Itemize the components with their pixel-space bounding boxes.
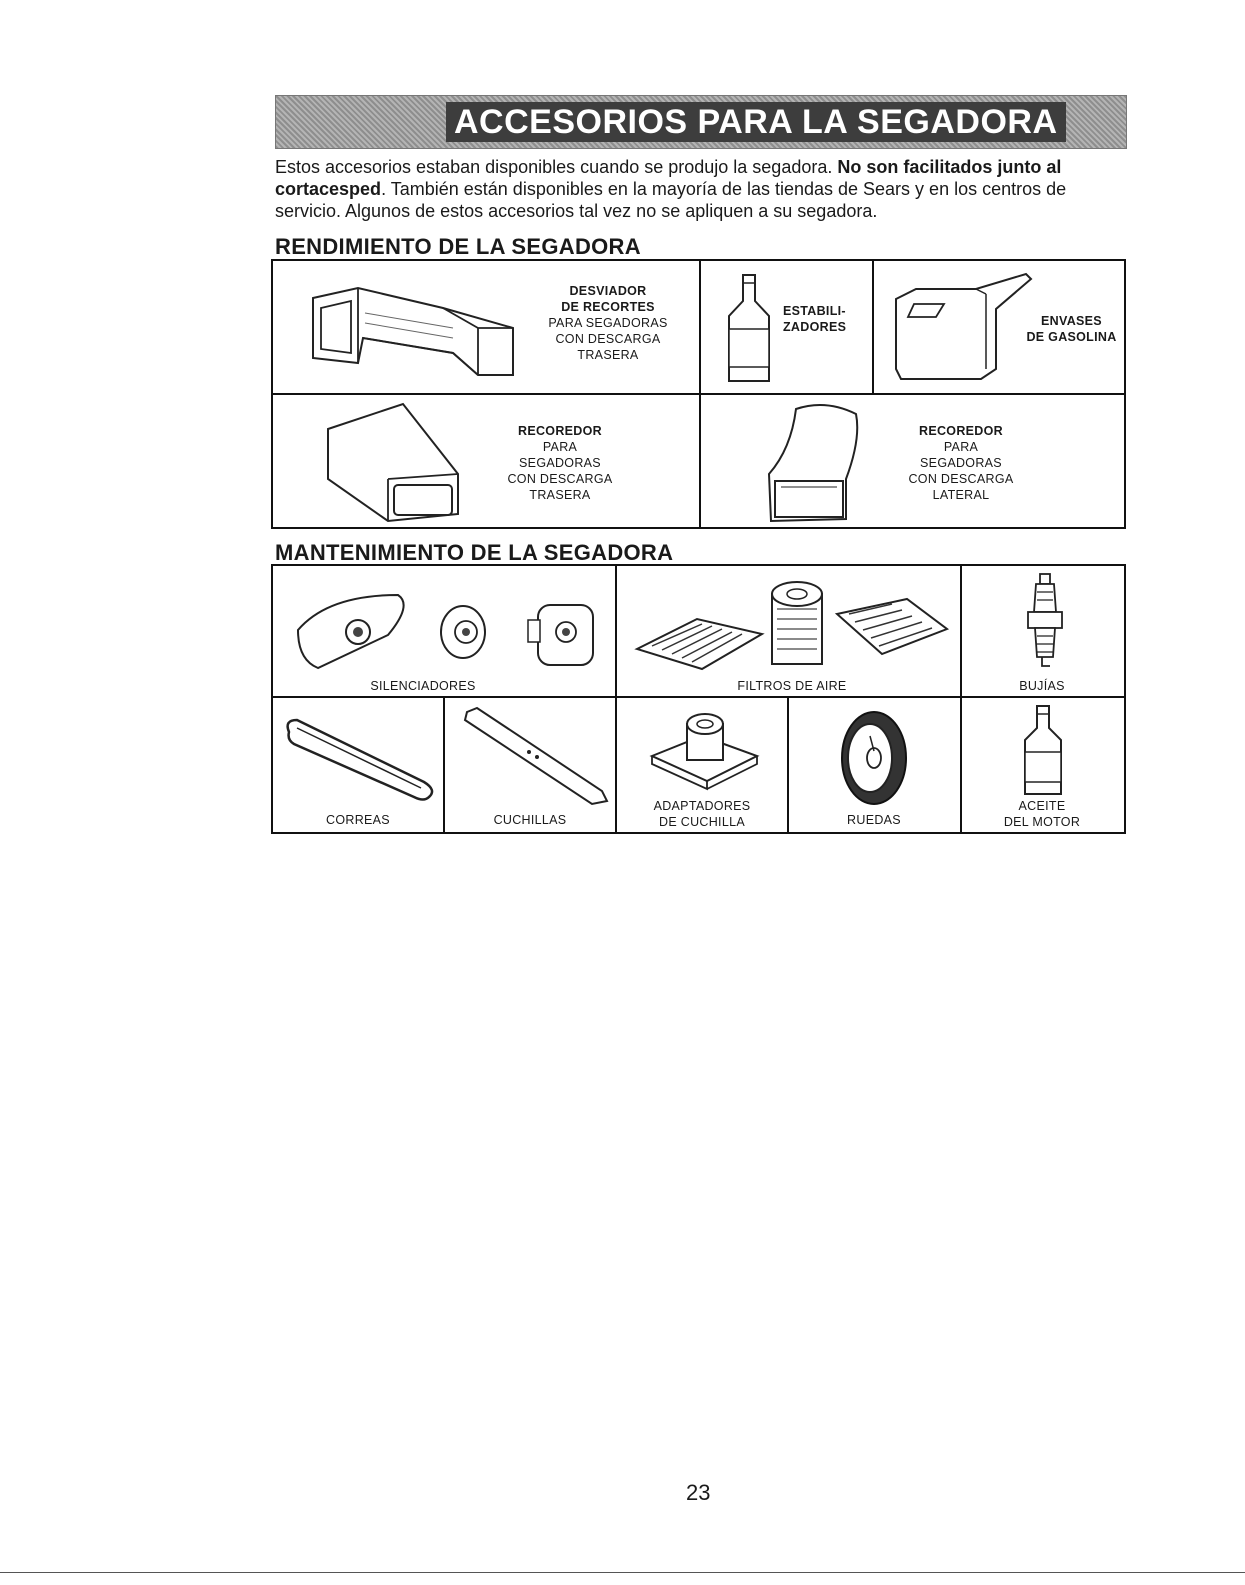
label-recoredor-trasera: RECOREDOR PARA SEGADORAS CON DESCARGA TRASERA	[507, 424, 613, 502]
cell-silenciadores	[273, 566, 617, 698]
section-title-rendimiento: RENDIMIENTO DE LA SEGADORA	[275, 234, 641, 259]
cell-recoredor-trasera	[273, 395, 701, 527]
intro-text-1: Estos accesorios estaban disponibles cuando se produjo la segadora.	[275, 157, 838, 177]
air-filter-icon	[627, 574, 957, 674]
label-correas: CORREAS	[326, 813, 390, 827]
intro-bold: No son facilitados junto al cortacesped	[275, 157, 1062, 199]
discharge-chute-icon	[303, 283, 523, 383]
rear-bag-icon	[318, 399, 468, 524]
cell-aceite	[962, 698, 1124, 832]
side-bag-icon	[761, 399, 871, 524]
muffler-icon	[288, 580, 608, 675]
wheel-icon	[834, 706, 914, 811]
belt-icon	[279, 712, 439, 802]
label-adaptadores: ADAPTADORES DE CUCHILLA	[653, 799, 751, 829]
oil-bottle-icon	[1017, 702, 1069, 798]
cell-adaptadores	[617, 698, 789, 832]
stabilizer-bottle-icon	[719, 271, 779, 386]
label-estabilizadores: ESTABILI- ZADORES	[783, 304, 847, 334]
cell-bujias	[962, 566, 1124, 698]
cell-envases	[874, 261, 1124, 395]
cell-ruedas	[789, 698, 962, 832]
mantenimiento-grid	[271, 564, 1126, 834]
label-silenciadores: SILENCIADORES	[370, 679, 476, 693]
rendimiento-grid	[271, 259, 1126, 529]
blade-adapter-icon	[647, 706, 767, 801]
intro-text-2: . También están disponibles en la mayoría de las tiendas de Sears y en los centros de servicio. Algunos de estos accesorios tal vez no se apliquen a su segadora.	[275, 179, 1067, 221]
label-ruedas: RUEDAS	[847, 813, 901, 827]
gas-can-icon	[886, 269, 1036, 384]
label-filtros: FILTROS DE AIRE	[737, 679, 847, 693]
intro-paragraph	[275, 156, 1130, 222]
blade-icon	[457, 706, 612, 806]
label-recoredor-lateral: RECOREDOR PARA SEGADORAS CON DESCARGA LATERAL	[908, 424, 1014, 502]
label-cuchillas: CUCHILLAS	[493, 813, 567, 827]
cell-filtros	[617, 566, 962, 698]
page-number: 23	[686, 1480, 711, 1505]
label-envases: ENVASES DE GASOLINA	[1026, 314, 1117, 344]
page-title: ACCESORIOS PARA LA SEGADORA	[446, 102, 1066, 142]
label-bujias: BUJÍAS	[1019, 679, 1065, 693]
footer-divider	[0, 1572, 1245, 1573]
cell-recoredor-lateral	[701, 395, 1124, 527]
cell-estabilizadores	[701, 261, 874, 395]
cell-cuchillas	[445, 698, 617, 832]
spark-plug-icon	[1020, 572, 1070, 672]
section-title-mantenimiento: MANTENIMIENTO DE LA SEGADORA	[275, 540, 674, 565]
label-desviador: DESVIADOR DE RECORTES PARA SEGADORAS CON DESCARGA TRASERA	[548, 284, 668, 362]
label-aceite: ACEITE DEL MOTOR	[1003, 799, 1081, 829]
cell-correas	[273, 698, 445, 832]
header-banner	[275, 95, 1127, 149]
cell-desviador	[273, 261, 701, 395]
